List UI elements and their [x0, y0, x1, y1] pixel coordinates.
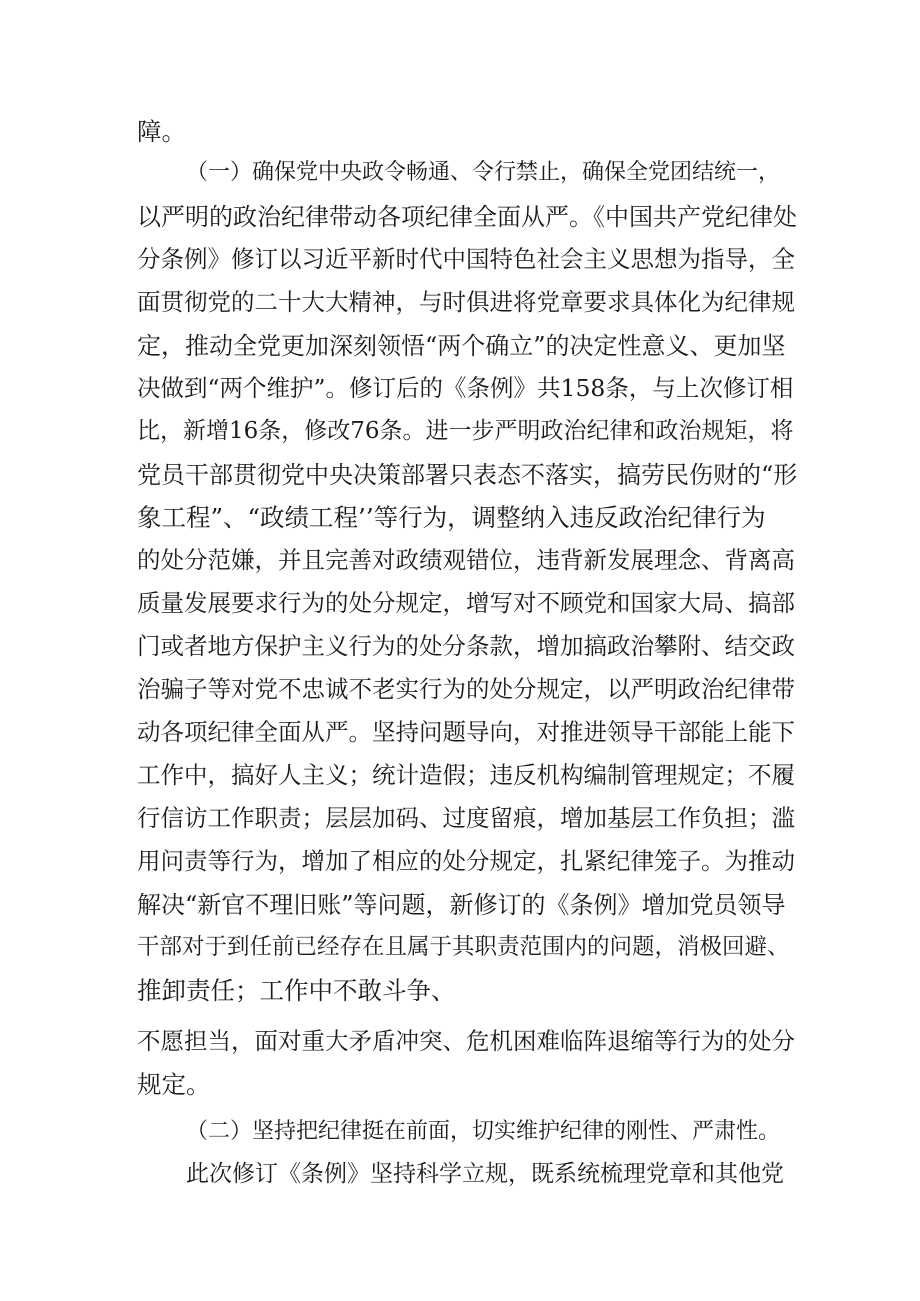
text-line: （一）确保党中央政令畅通、令行禁止，确保全党团结统一， [186, 160, 781, 185]
text-line: 障。 [137, 117, 186, 146]
text-line: 的处分范嫌，并且完善对政绩观错位，违背新发展理念、背离高 [137, 546, 795, 574]
text-line: 门或者地方保护主义行为的处分条款，增加搞政治攀附、结交政 [137, 632, 795, 660]
text-line: 以严明的政治纪律带动各项纪律全面从严。《中国共产党纪律处 [137, 203, 797, 231]
text-line: 解决“新官不理旧账”等问题，新修订的《条例》增加党员领导 [137, 891, 786, 919]
text-line: 此次修订《条例》坚持科学立规，既系统梳理党章和其他党 [186, 1161, 784, 1187]
text-line: 党员干部贯彻党中央决策部署只表态不落实，搞劳民伤财的“形 [137, 461, 798, 489]
text-line: 面贯彻党的二十大大精神，与时俱进将党章要求具体化为纪律规 [137, 288, 795, 316]
text-line: 动各项纪律全面从严。坚持问题导向，对推进领导干部能上能下 [137, 718, 795, 746]
text-line: 定，推动全党更加深刻领悟“两个确立”的决定性意义、更加坚 [137, 332, 786, 360]
text-line: 质量发展要求行为的处分规定，增写对不顾党和国家大局、搞部 [137, 589, 795, 617]
text-line: 分条例》修订以习近平新时代中国特色社会主义思想为指导，全 [137, 245, 795, 273]
section-heading: （二）坚持把纪律挺在前面，切实维护纪律的刚性、严肃性。 [186, 1119, 781, 1144]
text-line: 用问责等行为，增加了相应的处分规定，扎紧纪律笼子。为推动 [137, 847, 795, 875]
text-line: 推卸责任；工作中不敢斗争、 [137, 976, 456, 1005]
text-line: 干部对于到任前已经存在且属于其职责范围内的问题，消极回避、 [137, 934, 790, 960]
text-line: 决做到“两个维护”。修订后的《条例》共158条，与上次修订相 [137, 374, 794, 402]
text-line: 工作中，搞好人主义；统计造假；违反机构编制管理规定；不履 [137, 761, 795, 789]
text-line: 比，新增16条，修改76条。进一步严明政治纪律和政治规矩，将 [137, 418, 794, 444]
text-line: 治骗子等对党不忠诚不老实行为的处分规定，以严明政治纪律带 [137, 675, 795, 703]
text-line: 规定。 [137, 1070, 211, 1099]
text-line: 行信访工作职责；层层加码、过度留痕，增加基层工作负担；滥 [137, 804, 795, 832]
text-line: 不愿担当，面对重大矛盾冲突、危机困难临阵退缩等行为的处分 [137, 1027, 795, 1055]
text-line: 象工程”、“政绩工程’’等行为，调整纳入违反政治纪律行为 [137, 503, 766, 532]
